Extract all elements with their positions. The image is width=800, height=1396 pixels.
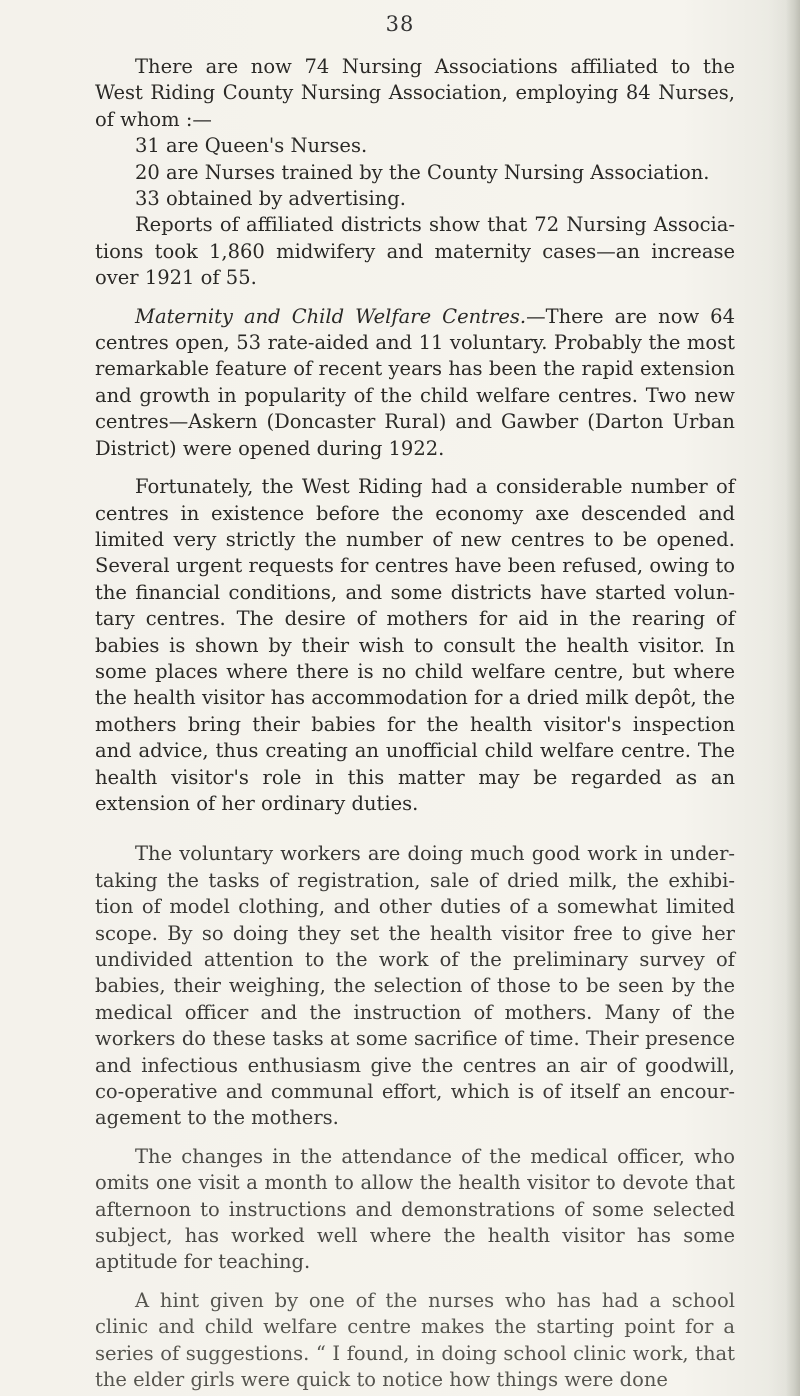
body-text <box>95 54 735 1394</box>
paragraph-voluntary-workers: The voluntary workers are doing much good work in under- taking the tasks of registration, sale of dried milk, the exhibi- tion of model clothing, and other duties of a somewhat limited scope. By so doing they set the health visitor free to give her undivided attention to the work of the preliminary survey of babies, their weighing, the selection of those to be seen by the medical officer and the instruction of mothers. Many of the workers do these tasks at some sacrifice of time. Their presence and infectious enthusiasm give the centres an air of goodwill, co-operative and communal effort, which is of itself an encour- agement to the mothers. <box>95 842 735 1130</box>
section-heading: Maternity and Child Welfare Centres. <box>135 304 527 328</box>
page-number: 38 <box>385 12 415 36</box>
nurse-breakdown-item: 33 obtained by advertising. <box>135 187 406 211</box>
paragraph-fortunately: Fortunately, the West Riding had a considerable number of centres in existence before the economy axe descended and limited very strictly the number of new centres to be opened. Several urgent requests for centres have been refused, owing to the financial conditions, and some districts have started volun- tary centres. The desire of mothers for aid in the rearing of babies is shown by their wish to consult the health visitor. In some places where there is no child welfare centre, but where the health visitor has accommodation for a dried milk depôt, the mothers bring their babies for the health visitor's inspection and advice, thus creating an unofficial child welfare centre. The health visitor's role in this matter may be regarded as an extension of her ordinary duties. <box>95 475 735 815</box>
maternity-paragraph <box>95 304 735 462</box>
page-edge-shadow <box>786 0 800 1396</box>
nurse-breakdown-item: 31 are Queen's Nurses. <box>135 134 368 158</box>
paragraph-nurse-hint: A hint given by one of the nurses who has had a school clinic and child welfare centre makes the starting point for a series of suggestions. “ I found, in doing school clinic work, that the elder girls were quick to notice how things were done <box>95 1288 735 1392</box>
paragraph-medical-officer: The changes in the attendance of the medical officer, who omits one visit a month to allow the health visitor to devote that afternoon to instructions and demonstrations of some selected subject, has worked well where the health visitor has some aptitude for teaching. <box>95 1144 735 1274</box>
maternity-text: —There are now 64 centres open, 53 rate-aided and 11 voluntary. Probably the most remarkable feature of recent years has been the rapid extension and growth in popularity of the child welfare centres. Two new centres—Askern (Doncaster Rural) and Gawber (Darton Urban District) were opened during 1922. <box>95 304 735 460</box>
nurse-breakdown-item: 20 are Nurses trained by the County Nursing Association. <box>135 160 710 184</box>
intro-paragraph: There are now 74 Nursing Associations affiliated to the West Riding County Nursing Association, employing 84 Nurses, of whom :— <box>95 55 735 131</box>
reports-paragraph: Reports of affiliated districts show that 72 Nursing Associa- tions took 1,860 midwifery and maternity cases—an increase over 1921 of 55. <box>95 213 735 290</box>
